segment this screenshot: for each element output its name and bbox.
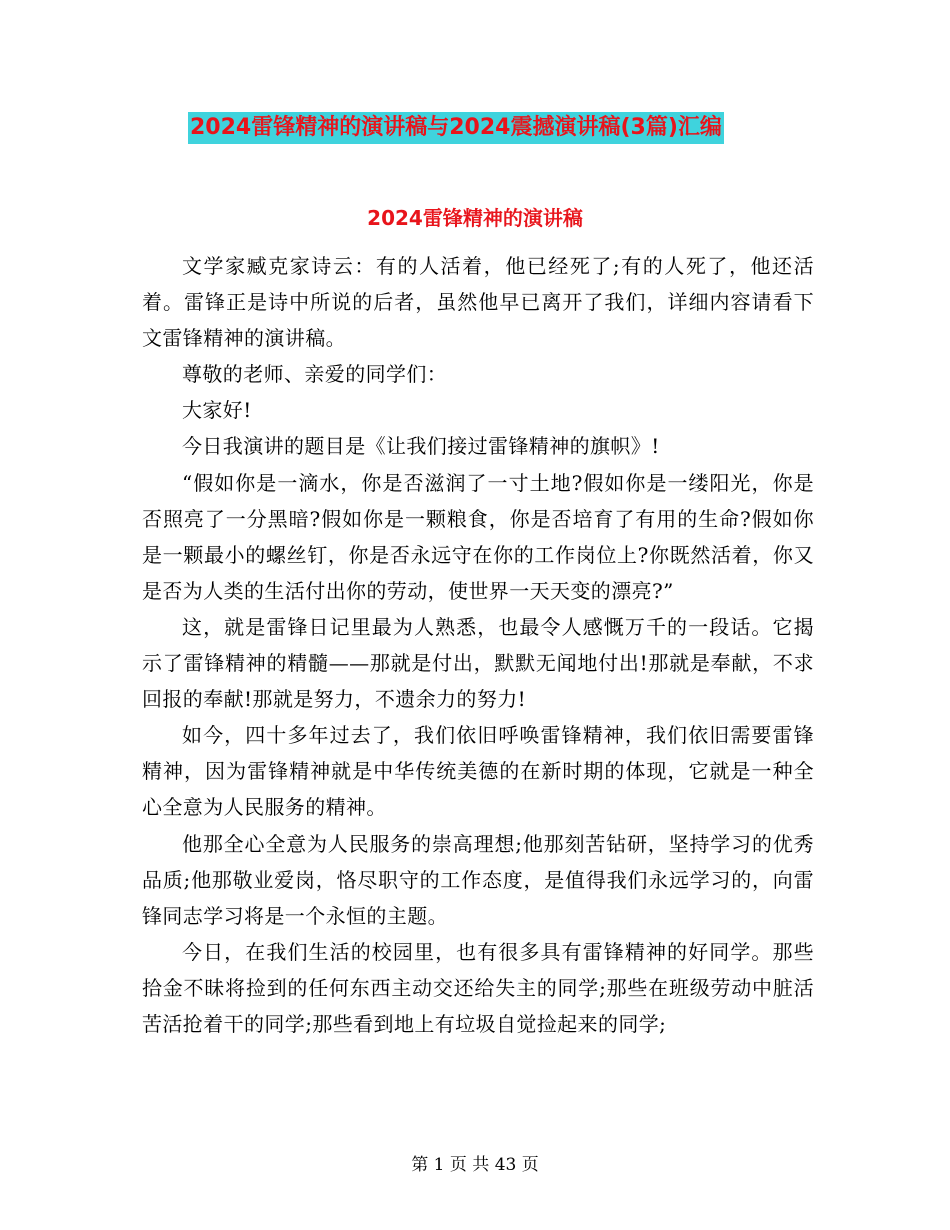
page-number-footer: 第 1 页 共 43 页	[411, 1155, 539, 1175]
body-paragraph-4: 今日我演讲的题目是《让我们接过雷锋精神的旗帜》!	[182, 434, 660, 459]
body-paragraph-5: “假如你是一滴水，你是否滋润了一寸土地?假如你是一缕阳光，你是否照亮了一分黑暗?假如你是一颗粮食，你是否培育了有用的生命?假如你是一颗最小的螺丝钉，你是否永远守在你的工作岗位上?你既然活着，你又是否为人类的生活付出你的劳动，使世界一天天变的漂亮?”	[142, 470, 814, 603]
body-paragraph-8: 他那全心全意为人民服务的崇高理想;他那刻苦钻研，坚持学习的优秀品质;他那敬业爱岗，恪尽职守的工作态度，是值得我们永远学习的，向雷锋同志学习将是一个永恒的主题。	[142, 831, 814, 928]
body-paragraph-6: 这，就是雷锋日记里最为人熟悉，也最令人感慨万千的一段话。它揭示了雷锋精神的精髓——那就是付出，默默无闻地付出!那就是奉献，不求回报的奉献!那就是努力，不遗余力的努力!	[142, 614, 814, 712]
document-title: 2024雷锋精神的演讲稿与2024震撼演讲稿(3篇)汇编	[188, 112, 724, 144]
body-paragraph-1: 文学家臧克家诗云：有的人活着，他已经死了;有的人死了，他还活着。雷锋正是诗中所说的后者，虽然他早已离开了我们，详细内容请看下文雷锋精神的演讲稿。	[142, 254, 814, 351]
document-body	[142, 248, 814, 1042]
body-paragraph-2: 尊敬的老师、亲爱的同学们：	[182, 362, 448, 387]
body-paragraph-7: 如今，四十多年过去了，我们依旧呼唤雷锋精神，我们依旧需要雷锋精神，因为雷锋精神就是中华传统美德的在新时期的体现，它就是一种全心全意为人民服务的精神。	[142, 723, 814, 820]
body-paragraph-3: 大家好!	[182, 398, 252, 423]
section-title: 2024雷锋精神的演讲稿	[367, 206, 583, 230]
body-paragraph-9: 今日，在我们生活的校园里，也有很多具有雷锋精神的好同学。那些拾金不昧将捡到的任何东西主动交还给失主的同学;那些在班级劳动中脏活苦活抢着干的同学;那些看到地上有垃圾自觉捡起来的同学;	[142, 939, 814, 1036]
